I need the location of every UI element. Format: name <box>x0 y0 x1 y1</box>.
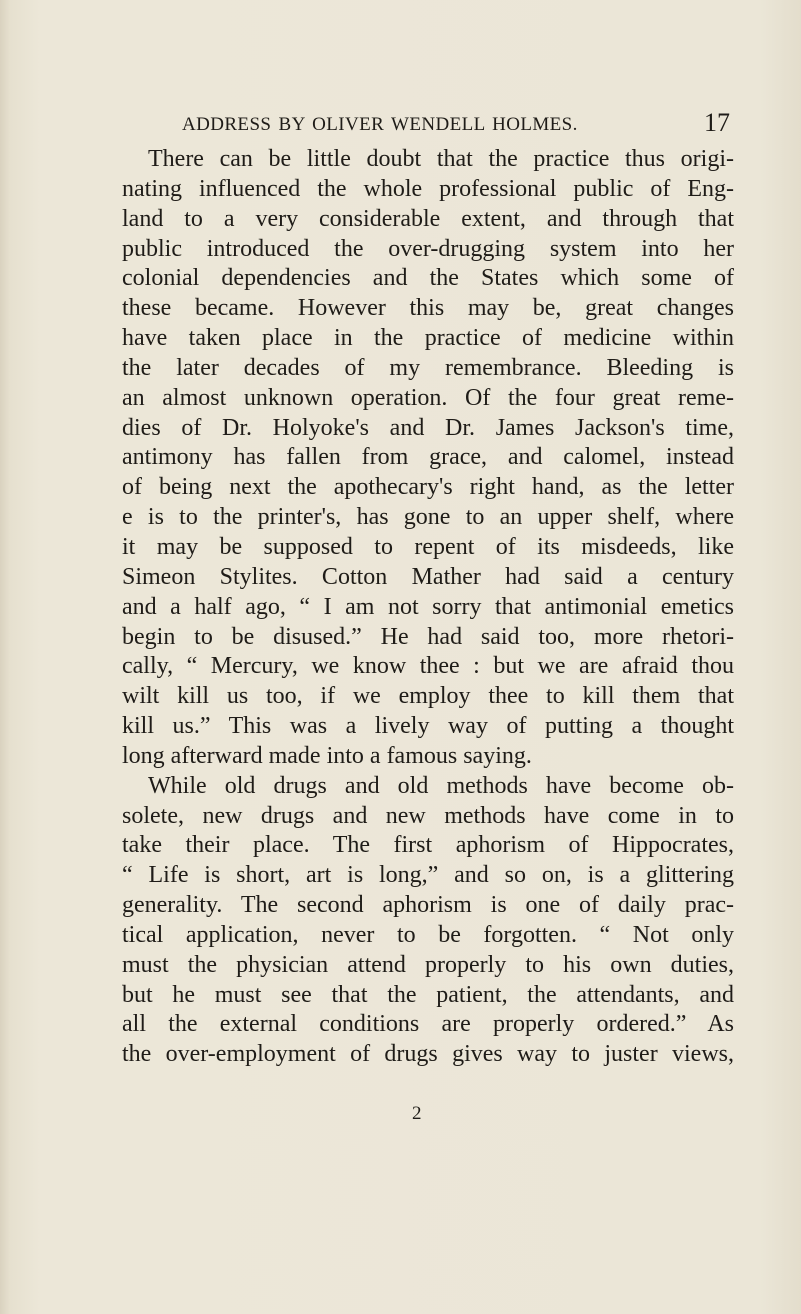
text-line: have taken place in the practice of medicine within <box>122 325 734 352</box>
text-line: wilt kill us too, if we employ thee to kill them that <box>122 683 734 710</box>
text-line: e is to the printer's, has gone to an upper shelf, where <box>122 504 734 531</box>
text-line: these became. However this may be, great changes <box>122 295 734 322</box>
running-title: ADDRESS BY OLIVER WENDELL HOLMES. <box>182 114 578 135</box>
text-line: it may be supposed to repent of its misdeeds, like <box>122 533 734 560</box>
running-head <box>120 108 730 138</box>
text-line: kill us.” This was a lively way of putting a thought <box>122 713 734 740</box>
text-line: must the physician attend properly to his own duties, <box>122 951 734 978</box>
text-line: “ Life is short, art is long,” and so on, is a glittering <box>122 862 734 889</box>
text-line: begin to be disused.” He had said too, more rhetori- <box>122 623 734 650</box>
text-line: of being next the apothecary's right hand, as the letter <box>122 474 734 501</box>
paragraph-1 <box>122 145 734 772</box>
text-line: tical application, never to be forgotten. “ Not only <box>122 921 734 948</box>
text-line: dies of Dr. Holyoke's and Dr. James Jackson's time, <box>122 414 734 441</box>
body-text <box>122 145 734 1070</box>
text-line: take their place. The first aphorism of Hippocrates, <box>122 832 734 859</box>
text-line: the over-employment of drugs gives way to juster views, <box>122 1041 734 1068</box>
text-line: public introduced the over-drugging system into her <box>122 235 734 262</box>
text-line: antimony has fallen from grace, and calomel, instead <box>122 444 734 471</box>
text-line: land to a very considerable extent, and through that <box>122 205 734 232</box>
text-line: all the external conditions are properly ordered.” As <box>122 1011 734 1038</box>
text-line: but he must see that the patient, the attendants, and <box>122 981 734 1008</box>
text-line: Simeon Stylites. Cotton Mather had said a century <box>122 563 734 590</box>
text-line: generality. The second aphorism is one of daily prac- <box>122 892 734 919</box>
text-line: and a half ago, “ I am not sorry that antimonial emetics <box>122 593 734 620</box>
text-line: nating influenced the whole professional public of Eng- <box>122 175 734 202</box>
paragraph-2 <box>122 772 734 1070</box>
text-line: There can be little doubt that the practice thus origi- <box>148 146 734 172</box>
signature-mark: 2 <box>412 1103 422 1124</box>
text-line: long afterward made into a famous saying. <box>122 742 532 769</box>
text-line: an almost unknown operation. Of the four great reme- <box>122 384 734 411</box>
text-line: cally, “ Mercury, we know thee : but we are afraid thou <box>122 653 734 680</box>
text-line: solete, new drugs and new methods have come in to <box>122 802 734 829</box>
page-number: 17 <box>704 108 730 137</box>
text-line: the later decades of my remembrance. Bleeding is <box>122 354 734 381</box>
text-line: While old drugs and old methods have become ob- <box>148 772 734 799</box>
text-line: colonial dependencies and the States which some of <box>122 265 734 292</box>
